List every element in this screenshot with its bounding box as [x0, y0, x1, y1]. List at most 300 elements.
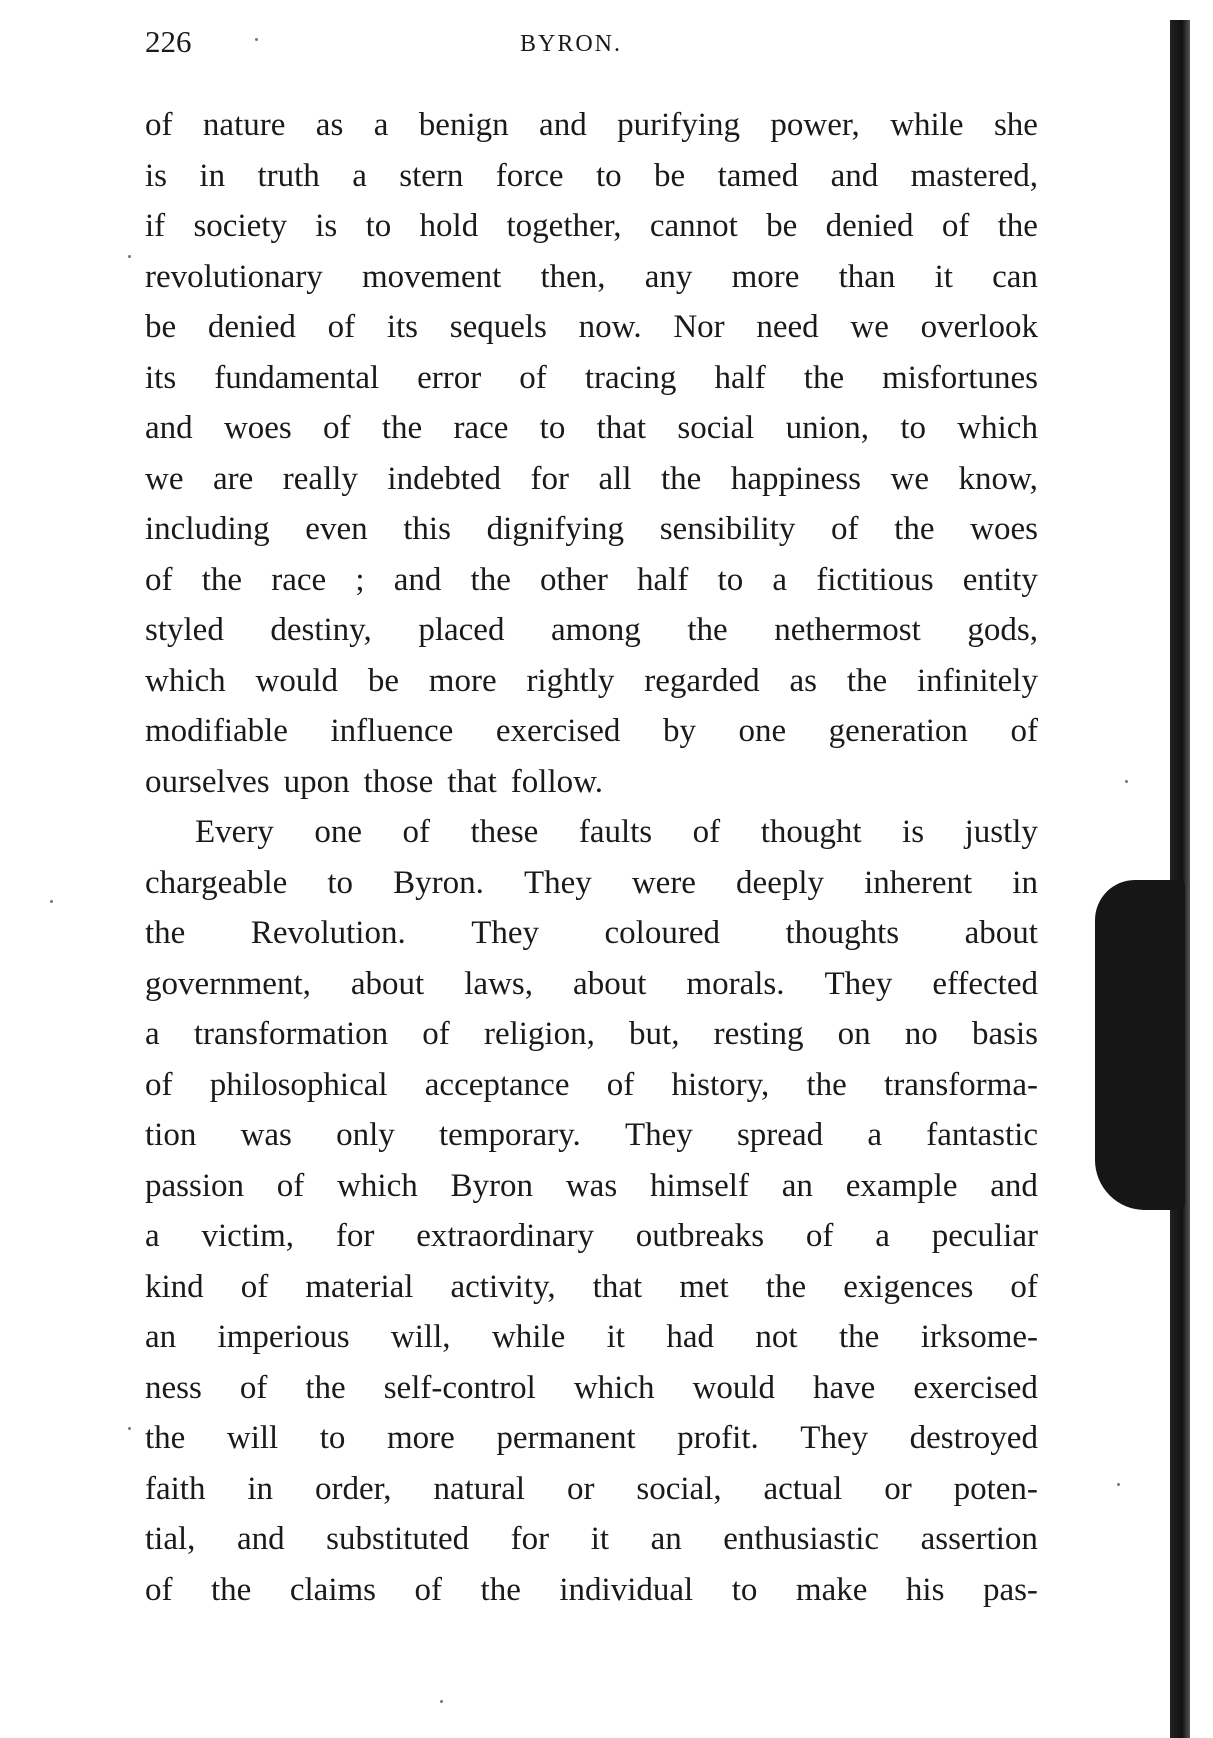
word: destroyed — [909, 1420, 1038, 1456]
word: the — [305, 1369, 346, 1406]
word: an — [781, 1167, 813, 1204]
word: dignifying — [486, 511, 625, 547]
word: the — [846, 662, 888, 699]
word: misfortunes — [882, 359, 1038, 396]
word: philosophical — [209, 1066, 388, 1103]
word: example — [845, 1167, 958, 1204]
word: half — [637, 561, 689, 598]
word: more — [731, 258, 800, 295]
word: gods, — [967, 612, 1038, 648]
word: outbreaks — [635, 1218, 765, 1254]
word: irksome- — [920, 1319, 1038, 1355]
word: of — [323, 410, 351, 446]
word: which — [957, 410, 1038, 446]
word: his — [905, 1571, 945, 1608]
word: of — [805, 1218, 834, 1254]
text-line — [145, 1009, 1038, 1060]
word: movement — [361, 258, 502, 295]
word: is — [315, 208, 338, 244]
word: sensibility — [659, 511, 796, 547]
word: peculiar — [931, 1218, 1038, 1254]
word: fictitious — [816, 561, 934, 598]
word: a — [373, 107, 389, 143]
word: the — [661, 460, 702, 497]
word: himself — [649, 1167, 749, 1204]
word: Byron — [450, 1167, 534, 1204]
word: of — [145, 1571, 173, 1608]
word: imperious — [217, 1319, 350, 1355]
word: half — [714, 359, 766, 396]
word: have — [813, 1369, 876, 1406]
word: of — [145, 107, 173, 143]
scan-speck — [50, 900, 53, 903]
word: and — [539, 107, 587, 143]
word: that — [596, 410, 647, 446]
word: thoughts — [785, 915, 900, 951]
word: tial, — [145, 1521, 196, 1557]
word: ourselves — [145, 763, 270, 800]
word: met — [679, 1268, 729, 1305]
word: of — [239, 1369, 268, 1406]
word: history, — [671, 1066, 770, 1103]
word: kind — [145, 1268, 204, 1305]
word: any — [644, 258, 693, 295]
word: the — [806, 1066, 847, 1103]
word: we — [850, 309, 889, 345]
word: deeply — [736, 864, 825, 901]
word: denied — [207, 309, 296, 345]
word: nature — [202, 107, 286, 143]
word: spread — [736, 1117, 824, 1153]
word: They — [523, 864, 592, 901]
word: which — [337, 1167, 418, 1204]
word: They — [800, 1420, 869, 1456]
word: while — [890, 107, 964, 143]
word: be — [145, 309, 177, 345]
word: woes — [970, 511, 1038, 547]
text-line — [145, 757, 1038, 808]
text-line — [145, 1060, 1038, 1111]
word: know, — [958, 460, 1038, 497]
word: of — [519, 359, 547, 396]
word: is — [145, 157, 168, 194]
word: order, — [314, 1470, 392, 1507]
text-line — [145, 353, 1038, 404]
text-line — [145, 504, 1038, 555]
scan-speck — [440, 1700, 443, 1703]
word: nethermost — [774, 612, 921, 648]
word: of — [402, 814, 430, 850]
word: be — [367, 662, 399, 699]
word: Byron. — [393, 864, 484, 901]
word: enthusiastic — [723, 1521, 880, 1557]
word: of — [692, 814, 721, 850]
word: rightly — [526, 662, 615, 699]
word: an — [650, 1521, 682, 1557]
word: to — [539, 410, 566, 446]
word: generation — [828, 713, 968, 749]
word: but, — [629, 1016, 680, 1052]
word: acceptance — [424, 1066, 570, 1103]
word: it — [934, 258, 953, 295]
word: which — [145, 662, 226, 699]
word: of — [422, 1016, 450, 1052]
word: of — [240, 1268, 269, 1305]
word: to — [717, 561, 744, 598]
text-line — [145, 1464, 1038, 1515]
text-line — [145, 858, 1038, 909]
word: thought — [760, 814, 862, 850]
word: the — [894, 511, 935, 547]
word: material — [305, 1268, 414, 1305]
text-line — [145, 959, 1038, 1010]
word: was — [565, 1167, 618, 1204]
text-line — [145, 555, 1038, 606]
word: error — [417, 359, 482, 396]
word: justly — [964, 814, 1038, 850]
word: to — [327, 864, 354, 901]
word: or — [566, 1470, 595, 1507]
word: union, — [785, 410, 870, 446]
word: is — [902, 814, 925, 850]
text-line — [145, 302, 1038, 353]
word: influence — [330, 713, 454, 749]
word: stern — [399, 157, 464, 194]
word: to — [319, 1420, 346, 1456]
word: destiny, — [270, 612, 372, 648]
body-text — [145, 100, 1038, 1615]
scan-speck — [1125, 780, 1128, 783]
word: the — [803, 359, 845, 396]
word: self-control — [383, 1369, 536, 1406]
word: this — [403, 511, 451, 547]
word: fantastic — [926, 1117, 1038, 1153]
word: was — [240, 1117, 292, 1153]
word: indebted — [387, 460, 502, 497]
word: to — [731, 1571, 758, 1608]
word: victim, — [201, 1218, 295, 1254]
word: a — [352, 157, 367, 194]
word: poten- — [953, 1470, 1038, 1507]
text-line — [145, 706, 1038, 757]
text-line — [145, 1262, 1038, 1313]
word: ; — [355, 561, 365, 598]
word: the — [470, 561, 511, 598]
word: individual — [559, 1571, 694, 1608]
text-line — [145, 1312, 1038, 1363]
text-line — [145, 1211, 1038, 1262]
word: natural — [433, 1470, 526, 1507]
word: of — [1010, 713, 1038, 749]
word: extraordinary — [416, 1218, 594, 1254]
running-title: BYRON. — [520, 31, 623, 57]
scan-binding-shadow — [1170, 20, 1190, 1738]
word: the — [838, 1319, 880, 1355]
word: for — [335, 1218, 375, 1254]
word: exercised — [495, 713, 621, 749]
word: which — [573, 1369, 655, 1406]
word: assertion — [920, 1521, 1038, 1557]
word: including — [145, 511, 270, 547]
word: tamed — [717, 157, 799, 194]
scan-speck — [128, 1427, 131, 1430]
scan-ink-blot — [1095, 880, 1185, 1210]
word: styled — [145, 612, 224, 648]
word: of — [327, 309, 356, 345]
word: its — [386, 309, 419, 345]
word: no — [904, 1016, 938, 1052]
word: the — [145, 1420, 186, 1456]
scan-speck — [128, 255, 131, 258]
word: regarded — [644, 662, 760, 699]
text-line — [145, 1110, 1038, 1161]
text-line — [145, 908, 1038, 959]
word: and — [393, 561, 442, 598]
word: cannot — [649, 208, 738, 244]
word: religion, — [483, 1016, 595, 1052]
word: faith — [145, 1470, 206, 1507]
word: it — [590, 1521, 610, 1557]
word: while — [491, 1319, 566, 1355]
word: effected — [932, 965, 1038, 1002]
word: the — [211, 1571, 252, 1608]
word: fundamental — [214, 359, 380, 396]
text-line — [145, 100, 1038, 151]
word: a — [145, 1016, 160, 1052]
word: together, — [506, 208, 622, 244]
text-line — [145, 151, 1038, 202]
word: of — [606, 1066, 635, 1103]
word: overlook — [920, 309, 1038, 345]
word: and — [830, 157, 879, 194]
text-line — [145, 1413, 1038, 1464]
word: more — [386, 1420, 455, 1456]
word: hold — [419, 208, 479, 244]
word: in — [247, 1470, 274, 1507]
word: not — [755, 1319, 798, 1355]
word: a — [875, 1218, 890, 1254]
text-line — [145, 807, 1038, 858]
text-line — [145, 605, 1038, 656]
word: happiness — [730, 460, 861, 497]
word: and — [990, 1167, 1038, 1204]
word: passion — [145, 1167, 244, 1204]
word: we — [890, 460, 929, 497]
word: of — [414, 1571, 443, 1608]
word: would — [692, 1369, 776, 1406]
word: government, — [145, 965, 311, 1002]
word: benign — [418, 107, 509, 143]
word: They — [624, 1117, 693, 1153]
word: sequels — [449, 309, 547, 345]
word: of — [831, 511, 859, 547]
word: They — [824, 965, 893, 1002]
word: for — [530, 460, 570, 497]
word: morals. — [686, 965, 785, 1002]
word: Nor — [673, 309, 725, 345]
word: woes — [223, 410, 292, 446]
word: be — [654, 157, 686, 194]
word: social, — [636, 1470, 722, 1507]
word: about — [573, 965, 647, 1002]
text-line — [145, 1363, 1038, 1414]
word: that — [592, 1268, 643, 1305]
word: modifiable — [145, 713, 288, 749]
word: the — [201, 561, 243, 598]
word: more — [428, 662, 497, 699]
word: one — [314, 814, 362, 850]
word: can — [992, 258, 1038, 295]
word: by — [662, 713, 696, 749]
word: the — [997, 208, 1038, 244]
text-line — [145, 1514, 1038, 1565]
word: placed — [418, 612, 505, 648]
word: power, — [770, 107, 860, 143]
word: to — [365, 208, 392, 244]
word: permanent — [496, 1420, 636, 1456]
word: the — [687, 612, 728, 648]
word: we — [145, 460, 184, 497]
word: temporary. — [439, 1117, 581, 1153]
word: social — [677, 410, 755, 446]
word: the — [765, 1268, 807, 1305]
word: activity, — [450, 1268, 556, 1305]
word: pas- — [982, 1571, 1038, 1608]
text-line — [145, 403, 1038, 454]
word: a — [772, 561, 788, 598]
text-line — [145, 454, 1038, 505]
word: Every — [195, 814, 274, 850]
word: will, — [390, 1319, 451, 1355]
word: even — [305, 511, 368, 547]
word: of — [941, 208, 970, 244]
word: to — [900, 410, 927, 446]
scan-speck — [1117, 1483, 1120, 1486]
word: the — [145, 915, 186, 951]
word: were — [631, 864, 696, 901]
text-line — [145, 201, 1038, 252]
word: and — [145, 410, 193, 446]
word: the — [480, 1571, 521, 1608]
word: other — [540, 561, 608, 598]
word: chargeable — [145, 864, 288, 901]
word: be — [766, 208, 798, 244]
text-line — [145, 656, 1038, 707]
word: actual — [763, 1470, 843, 1507]
word: of — [145, 1066, 173, 1103]
word: for — [510, 1521, 550, 1557]
word: its — [145, 359, 177, 396]
word: on — [837, 1016, 871, 1052]
word: those — [363, 763, 434, 800]
word: tion — [145, 1117, 197, 1153]
word: transforma- — [884, 1066, 1038, 1103]
word: transformation — [193, 1016, 389, 1052]
page-number: 226 — [145, 24, 192, 59]
word: an — [145, 1319, 177, 1355]
word: follow. — [510, 763, 604, 800]
word: make — [795, 1571, 868, 1608]
word: had — [666, 1319, 715, 1355]
word: or — [884, 1470, 912, 1507]
word: among — [550, 612, 641, 648]
word: profit. — [677, 1420, 759, 1456]
word: as — [315, 107, 344, 143]
word: exercised — [913, 1369, 1038, 1406]
word: entity — [962, 561, 1038, 598]
word: these — [470, 814, 539, 850]
word: substituted — [326, 1521, 470, 1557]
word: it — [606, 1319, 625, 1355]
word: of — [1010, 1268, 1038, 1305]
word: that — [447, 763, 497, 800]
word: to — [595, 157, 622, 194]
word: all — [598, 460, 632, 497]
word: society — [193, 208, 287, 244]
word: mastered, — [910, 157, 1038, 194]
word: will — [226, 1420, 279, 1456]
word: faults — [578, 814, 653, 850]
word: coloured — [604, 915, 720, 951]
word: resting — [713, 1016, 804, 1052]
word: laws, — [464, 965, 534, 1002]
word: truth — [257, 157, 320, 194]
word: basis — [971, 1016, 1038, 1052]
word: inherent — [864, 864, 973, 901]
text-line — [145, 1565, 1038, 1616]
word: are — [212, 460, 254, 497]
word: now. — [578, 309, 642, 345]
word: race — [453, 410, 509, 446]
word: They — [471, 915, 540, 951]
text-line — [145, 252, 1038, 303]
word: infinitely — [917, 662, 1038, 699]
word: as — [789, 662, 818, 699]
word: would — [255, 662, 338, 699]
word: in — [1012, 864, 1038, 901]
word: about — [350, 965, 425, 1002]
word: really — [282, 460, 358, 497]
word: denied — [825, 208, 914, 244]
word: of — [276, 1167, 305, 1204]
word: need — [756, 309, 819, 345]
word: a — [145, 1218, 160, 1254]
text-line — [145, 1161, 1038, 1212]
word: ness — [145, 1369, 202, 1406]
word: of — [145, 561, 173, 598]
word: tracing — [584, 359, 677, 396]
word: exigences — [843, 1268, 974, 1305]
word: only — [336, 1117, 395, 1153]
word: and — [236, 1521, 285, 1557]
word: a — [867, 1117, 882, 1153]
word: revolutionary — [145, 258, 323, 295]
word: race — [271, 561, 327, 598]
word: then, — [540, 258, 606, 295]
word: in — [199, 157, 226, 194]
word: about — [964, 915, 1038, 951]
word: Revolution. — [250, 915, 406, 951]
word: purifying — [617, 107, 740, 143]
scan-speck — [255, 38, 258, 41]
word: she — [993, 107, 1038, 143]
word: if — [145, 208, 166, 244]
word: upon — [283, 763, 350, 800]
word: the — [381, 410, 423, 446]
word: one — [738, 713, 787, 749]
word: force — [495, 157, 564, 194]
word: than — [838, 258, 896, 295]
